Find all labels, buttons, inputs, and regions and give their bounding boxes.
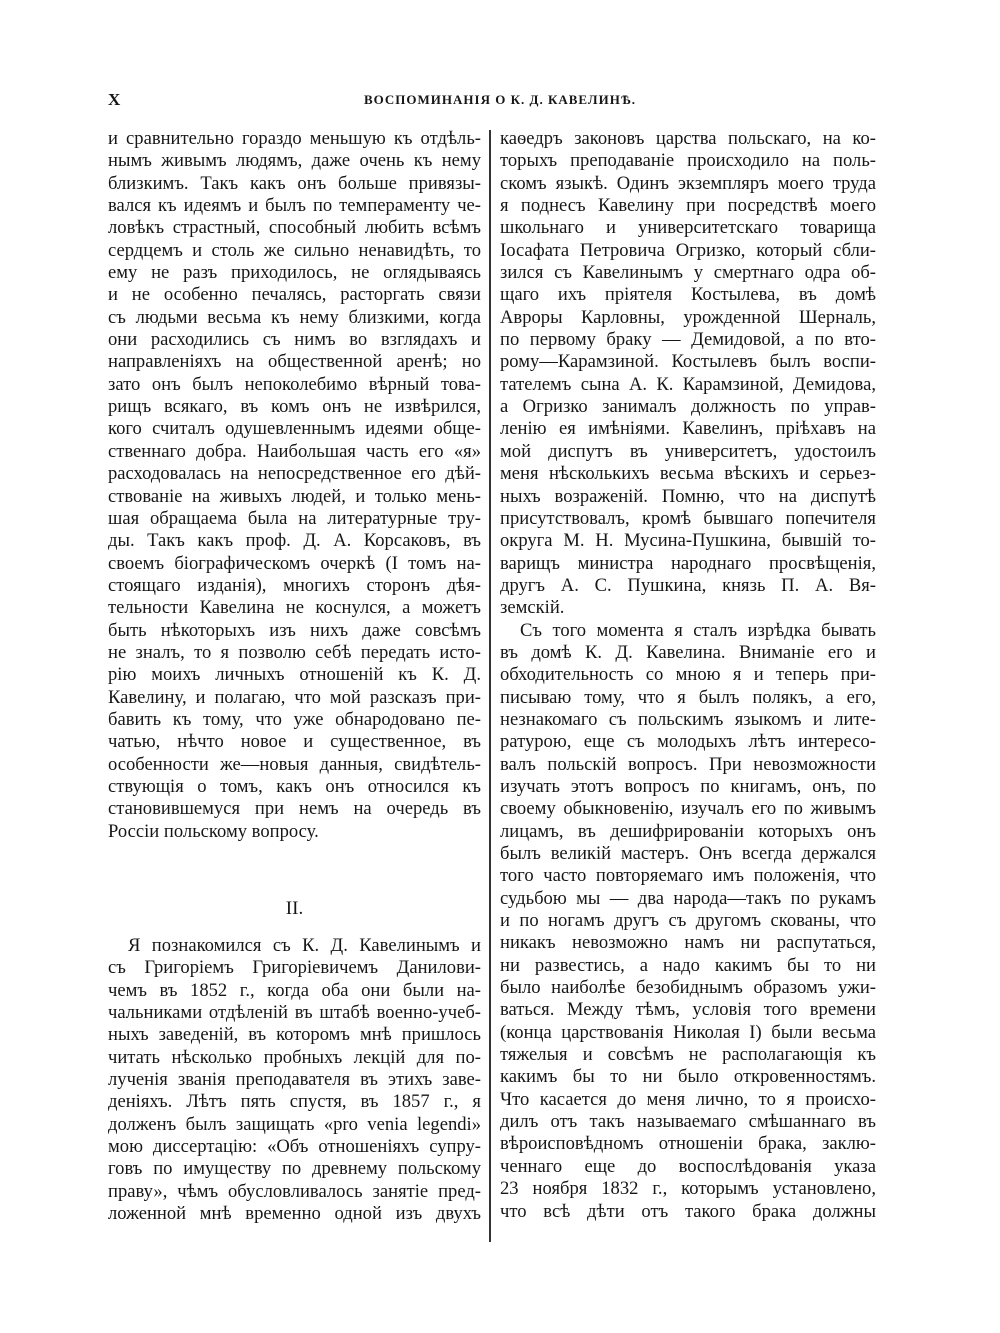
- text-line: по первому браку — Демидовой, а по вто-: [500, 329, 876, 351]
- text-line: съ Григоріемъ Григоріевичемъ Данилови-: [108, 957, 481, 979]
- text-line: ратурою, еще съ молодыхъ лѣтъ интересо-: [500, 731, 876, 753]
- text-line: тателемъ сына А. К. Карамзиной, Демидова,: [500, 373, 876, 395]
- text-line: рищъ всякаго, въ комъ онъ не извѣрился,: [108, 396, 481, 418]
- text-line: Россіи польскому вопросу.: [108, 820, 319, 842]
- text-line: рію моихъ личныхъ отношеній къ К. Д.: [108, 664, 481, 686]
- text-line: особенности же—новыя данныя, свидѣтель-: [108, 753, 481, 775]
- text-line: чемъ въ 1852 г., когда оба они были на-: [108, 979, 481, 1001]
- left-column-paragraph-1: [108, 128, 481, 843]
- text-line: чатью, нѣчто новое и существенное, въ: [108, 731, 481, 753]
- text-line: (конца царствованія Николая I) были весьма: [500, 1021, 876, 1043]
- text-line: Іосафата Петровича Огризко, который сбли-: [500, 239, 876, 261]
- text-line: ловѣкъ страстный, способный любить всѣмъ: [108, 217, 481, 239]
- text-line: деніяхъ. Лѣтъ пять спустя, въ 1857 г., я: [108, 1091, 481, 1113]
- text-line: ему не разъ приходилось, не оглядываясь: [108, 262, 481, 284]
- text-line: мой диспутъ въ университетъ, удостоилъ: [500, 440, 876, 462]
- text-line: было наиболѣе безобиднымъ образомъ ужи-: [500, 977, 876, 999]
- text-line: Я познакомился съ К. Д. Кавелинымъ и: [128, 935, 481, 956]
- text-line: съ людьми весьма къ нему близкими, когда: [108, 306, 481, 328]
- text-line: они расходились съ нимъ во взглядахъ и: [108, 329, 481, 351]
- text-line: близкимъ. Такъ какъ онъ больше привязы-: [108, 172, 481, 194]
- text-line: тяжелыя и совсѣмъ не располагающія къ: [500, 1044, 876, 1066]
- text-line: читать нѣсколько пробныхъ лекцій для по-: [108, 1046, 481, 1068]
- text-line: своему обыкновенію, изучалъ его по живымъ: [500, 798, 876, 820]
- text-line: варищъ министра народнаго просвѣщенія,: [500, 552, 876, 574]
- text-line: зился съ Кавелинымъ у смертнаго одра об-: [500, 262, 876, 284]
- text-line: Кавелину, и полагаю, что мой разсказъ при-: [108, 686, 481, 708]
- section-heading: II.: [285, 898, 304, 919]
- text-line: лицамъ, въ дешифрированіи которыхъ онъ: [500, 820, 876, 842]
- text-line: судьбою мы — два народа—такъ по рукамъ: [500, 887, 876, 909]
- text-line: округа М. Н. Мусина-Пушкина, бывшій то-: [500, 530, 876, 552]
- text-line: валъ польскій вопросъ. При невозможности: [500, 753, 876, 775]
- text-line: расходовалась на непосредственное его дѣй-: [108, 463, 481, 485]
- text-line: кого считалъ одушевленнымъ идеями обще-: [108, 418, 481, 440]
- text-line: меня нѣсколькихъ весьма вѣскихъ и серьез-: [500, 463, 876, 485]
- text-line: былъ великій мастеръ. Онъ всегда держался: [500, 843, 876, 864]
- text-line: ныхъ возраженій. Помню, что на диспутѣ: [500, 485, 876, 507]
- text-line: а Огризко занималъ должность по управ-: [500, 396, 876, 418]
- text-line: присутствовалъ, кромѣ бывшаго попечителя: [500, 507, 876, 529]
- page-number: X: [108, 90, 121, 109]
- text-line: и не особенно печалясь, расторгать связи: [108, 284, 481, 306]
- text-line: говъ по имуществу по древнему польскому: [108, 1158, 481, 1180]
- text-line: Авроры Карловны, урожденной Шерналь,: [500, 306, 876, 328]
- text-line: лученія званія преподавателя въ этихъ заве-: [108, 1069, 481, 1091]
- text-line: школьнаго и университетскаго товарища: [500, 217, 876, 239]
- text-line: 23 ноября 1832 г., которымъ установлено,: [500, 1178, 876, 1200]
- text-line: ствованіе на живыхъ людей, и только мень-: [108, 485, 481, 507]
- text-line: ваться. Между тѣмъ, условія того времени: [500, 999, 876, 1021]
- text-line: зато онъ былъ непоколебимо вѣрный това-: [108, 373, 481, 395]
- text-line: обходительность со мною я и теперь при-: [500, 664, 876, 686]
- text-line: скомъ языкѣ. Одинъ экземпляръ моего труда: [500, 172, 876, 194]
- text-line: щаго ихъ пріятеля Костылева, въ домѣ: [500, 284, 876, 306]
- text-line: бавить къ тому, что уже обнародовано пе-: [108, 708, 481, 730]
- text-line: незнакомаго съ польскимъ языкомъ и лите-: [500, 708, 876, 730]
- text-line: ни развестись, а надо какимъ бы то ни: [500, 954, 876, 976]
- text-line: ленію ея имѣніями. Кавелинъ, пріѣхавъ на: [500, 418, 876, 440]
- left-column-paragraph-2: [108, 935, 481, 1225]
- text-line: какимъ бы то ни было откровенностямъ.: [500, 1066, 876, 1088]
- text-line: мою диссертацію: «Объ отношеніяхъ супру-: [108, 1136, 481, 1158]
- text-line: въ домѣ К. Д. Кавелина. Вниманіе его и: [500, 641, 876, 663]
- text-line: шая обращаема была на литературные тру-: [108, 507, 481, 529]
- text-line: ложенной мнѣ временно одной изъ двухъ: [108, 1203, 481, 1225]
- text-line: быть нѣкоторыхъ изъ нихъ даже совсѣмъ: [108, 619, 481, 641]
- text-line: ченнаго еще до воспослѣдованія указа: [500, 1155, 876, 1177]
- column-divider: [489, 130, 491, 1242]
- text-line: ды. Такъ какъ проф. Д. А. Корсаковъ, въ: [108, 530, 481, 552]
- text-line: и сравнительно гораздо меньшую къ отдѣль-: [108, 128, 481, 149]
- text-line: праву», чѣмъ обусловливалось занятіе пред-: [108, 1180, 481, 1202]
- text-line: Съ того момента я сталъ изрѣдка бывать: [520, 619, 876, 641]
- text-line: нымъ живымъ людямъ, даже очень къ нему: [108, 150, 481, 172]
- text-line: вался къ идеямъ и былъ по темпераменту че-: [108, 195, 481, 217]
- text-line: изучать этотъ вопросъ по книгамъ, онъ, по: [500, 775, 876, 797]
- text-line: никакъ невозможно намъ ни распутаться,: [500, 932, 876, 954]
- text-line: стоящаго изданія), многихъ сторонъ дѣя-: [108, 574, 481, 596]
- text-line: долженъ былъ защищать «pro venia legendi»: [108, 1113, 481, 1135]
- text-line: рому—Карамзиной. Костылевъ былъ воспи-: [500, 351, 876, 373]
- text-line: становившемуся при немъ на очередь въ: [108, 798, 481, 820]
- text-line: тельности Кавелина не коснулся, а можетъ: [108, 597, 481, 619]
- text-line: чальниками отдѣленій въ штабѣ военно-учеб-: [108, 1002, 481, 1024]
- text-line: вѣроисповѣдномъ отношеніи брака, заклю-: [500, 1133, 876, 1155]
- text-line: сердцемъ и столь же сильно ненавидѣть, то: [108, 239, 481, 261]
- text-line: направленіяхъ на общественной аренѣ; но: [108, 351, 481, 373]
- text-line: того часто повторяемаго имъ положенія, что: [500, 865, 876, 887]
- text-line: торыхъ преподаваніе происходило на поль-: [500, 150, 876, 172]
- text-line: писываю тому, что я былъ полякъ, а его,: [500, 686, 876, 708]
- text-line: Что касается до меня лично, то я происхо-: [500, 1088, 876, 1110]
- text-line: я поднесъ Кавелину при посредствѣ моего: [500, 195, 876, 217]
- right-column: [500, 128, 876, 1223]
- text-line: каѳедръ законовъ царства польскаго, на ко-: [500, 128, 876, 149]
- text-line: что всѣ дѣти отъ такого брака должны: [500, 1200, 876, 1222]
- text-line: ственнаго добра. Наибольшая часть его «я»: [108, 440, 481, 462]
- running-title: ВОСПОМИНАНІЯ О К. Д. КАВЕЛИНѢ.: [363, 92, 637, 107]
- text-line: и по ногамъ другъ съ другомъ скованы, что: [500, 910, 876, 932]
- text-line: земскій.: [500, 597, 565, 619]
- text-line: своемъ біографическомъ очеркѣ (I томъ на-: [108, 552, 481, 574]
- text-line: не зналъ, то я позволю себѣ передать исто-: [108, 641, 481, 663]
- text-line: ствующія о томъ, какъ онъ относился къ: [108, 775, 481, 797]
- text-line: дилъ отъ такъ называемаго смѣшаннаго въ: [500, 1111, 876, 1133]
- text-line: другъ А. С. Пушкина, князь П. А. Вя-: [500, 574, 876, 596]
- text-line: ныхъ заведеній, въ которомъ мнѣ пришлось: [108, 1024, 481, 1046]
